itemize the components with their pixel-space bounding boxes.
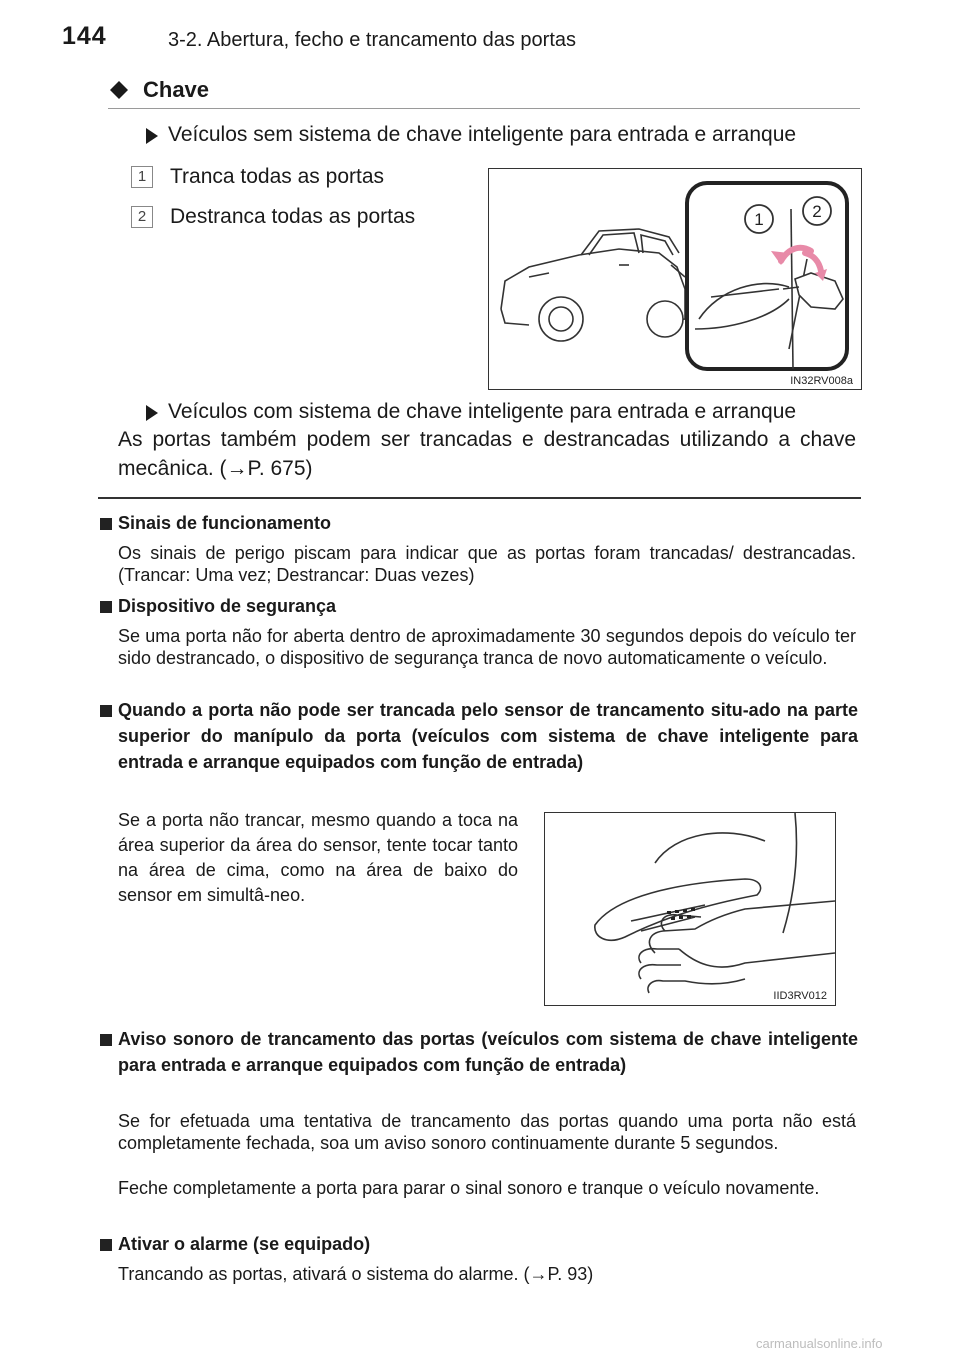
- door-handle-illustration: [545, 813, 835, 1005]
- figure-code: IID3RV012: [773, 990, 827, 1002]
- mechanical-key-paragraph: As portas também podem ser trancadas e destrancadas utilizando a chave mecânica. (→P. 675): [118, 428, 856, 480]
- step-number-1: 1: [131, 166, 153, 188]
- square-bullet-icon: [100, 518, 112, 530]
- square-bullet-icon: [100, 1034, 112, 1046]
- square-bullet-icon: [100, 705, 112, 717]
- note-body-sensor: Se a porta não trancar, mesmo quando a toca na área superior da área do sensor, tente tocar tanto na área de cima, como na área de baixo do sensor em simultâ-neo.: [118, 810, 518, 905]
- car-key-illustration: [489, 169, 861, 389]
- step-number-2: 2: [131, 206, 153, 228]
- figure-car-key: [488, 168, 862, 390]
- chapter-title: 3-2. Abertura, fecho e trancamento das portas: [168, 29, 577, 51]
- watermark: carmanualsonline.info: [756, 1336, 883, 1351]
- triangle-bullet-icon: [146, 128, 158, 144]
- section-title: Chave: [143, 77, 210, 102]
- note-body-buzzer-2: Feche completamente a porta para parar o sinal sonoro e tranque o veículo novamente.: [118, 1178, 820, 1198]
- note-title-sensor: Quando a porta não pode ser trancada pelo sensor de trancamento situ-ado na parte superior do manípulo da porta (veículos com sistema de chave inteligente para entrada e arranque equipados com função de entrada): [118, 700, 858, 772]
- callout-1: 1: [754, 210, 764, 229]
- figure-code: IN32RV008a: [790, 375, 853, 387]
- note-title-safety: Dispositivo de segurança: [118, 596, 337, 616]
- subsection-label-no-smart-key: Veículos sem sistema de chave inteligente para entrada e arranque: [168, 123, 797, 146]
- section-divider: [108, 76, 860, 109]
- note-body-safety: Se uma porta não for aberta dentro de aproximadamente 30 segundos depois do veículo ter sido destrancado, o dispositivo de segurança tranca de novo automaticamente o veículo.: [118, 626, 856, 668]
- callout-2: 2: [812, 202, 822, 221]
- step-text-lock: Tranca todas as portas: [170, 165, 384, 188]
- diamond-icon: [110, 81, 128, 99]
- square-bullet-icon: [100, 1239, 112, 1251]
- note-body-signals: Os sinais de perigo piscam para indicar que as portas foram trancadas/ destrancadas. (Trancar: Uma vez; Destrancar: Duas vezes): [118, 543, 856, 585]
- note-title-signals: Sinais de funcionamento: [118, 513, 332, 533]
- page-number: 144: [62, 22, 107, 50]
- note-title-buzzer: Aviso sonoro de trancamento das portas (veículos com sistema de chave inteligente para entrada e arranque equipados com função de entrada): [118, 1029, 858, 1075]
- square-bullet-icon: [100, 601, 112, 613]
- note-body-alarm: Trancando as portas, ativará o sistema do alarme. (→P. 93): [118, 1264, 594, 1284]
- subsection-label-smart-key: Veículos com sistema de chave inteligente para entrada e arranque: [168, 400, 797, 423]
- separator-rule: [98, 497, 861, 499]
- note-body-buzzer: Se for efetuada uma tentativa de trancamento das portas quando uma porta não está completamente fechada, soa um aviso sonoro continuamente durante 5 segundos.: [118, 1111, 856, 1153]
- triangle-bullet-icon: [146, 405, 158, 421]
- step-text-unlock: Destranca todas as portas: [170, 205, 416, 228]
- figure-door-handle: [544, 812, 836, 1006]
- note-title-alarm: Ativar o alarme (se equipado): [118, 1234, 371, 1254]
